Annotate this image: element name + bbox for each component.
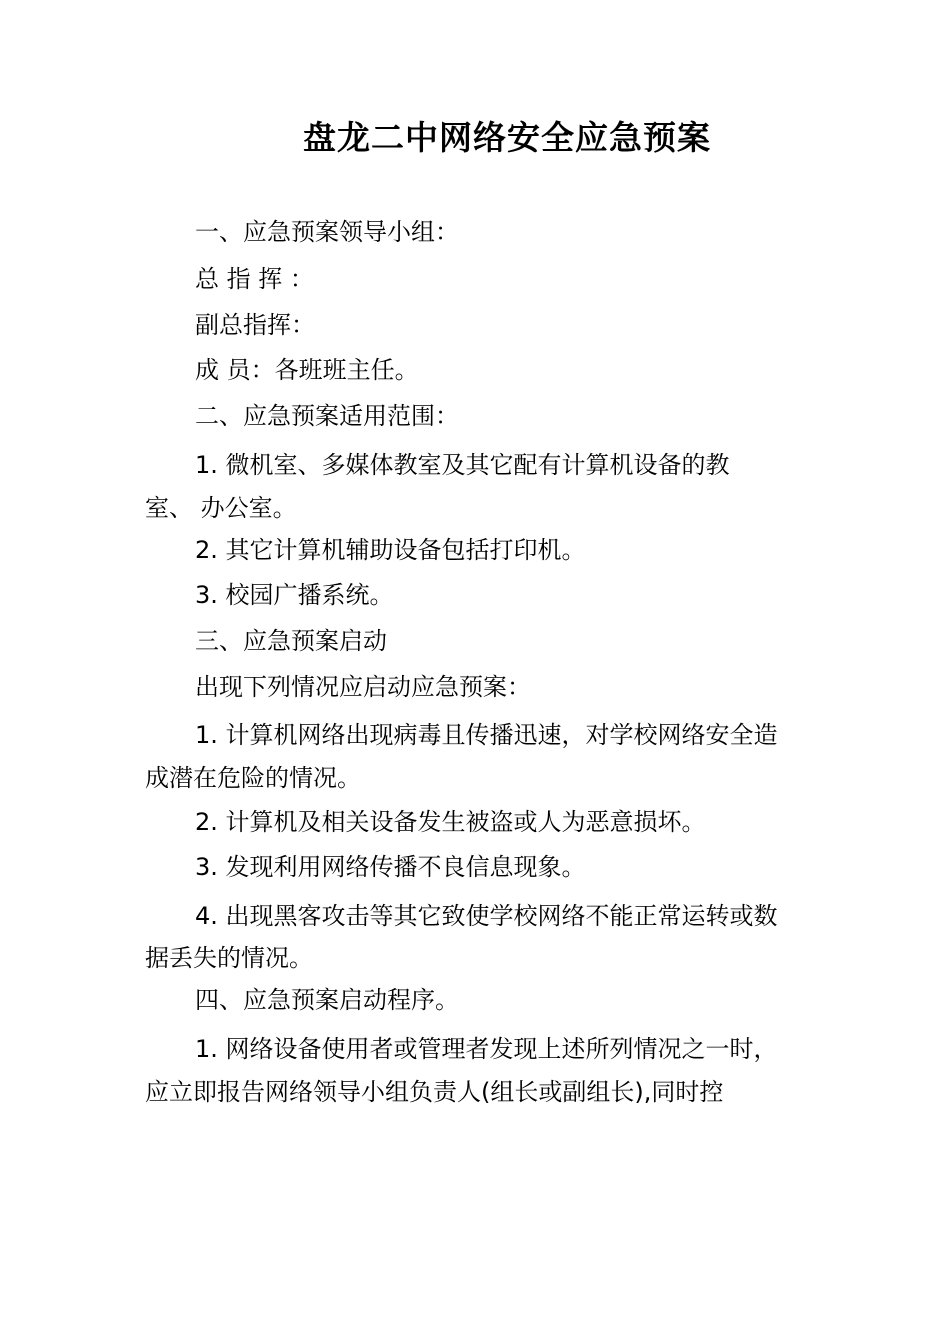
procedure-item-1-cont: 应立即报告网络领导小组负责人(组长或副组长),同时控 [145, 1078, 724, 1106]
section-heading-1: 一、应急预案领导小组： [195, 218, 459, 246]
deputy-commander-line: 副总指挥： [195, 311, 315, 339]
section-heading-4: 四、应急预案启动程序。 [195, 986, 459, 1014]
trigger-item-4-cont: 据丢失的情况。 [145, 944, 313, 972]
trigger-intro: 出现下列情况应启动应急预案： [195, 673, 531, 701]
scope-item-3: 3. 校园广播系统。 [195, 581, 394, 609]
scope-item-1: 1. 微机室、多媒体教室及其它配有计算机设备的教 [195, 451, 730, 479]
scope-item-2: 2. 其它计算机辅助设备包括打印机。 [195, 536, 586, 564]
trigger-item-1: 1. 计算机网络出现病毒且传播迅速，对学校网络安全造 [195, 721, 778, 749]
commander-line: 总 指 挥 ： [195, 265, 314, 293]
procedure-item-1: 1. 网络设备使用者或管理者发现上述所列情况之一时， [195, 1035, 778, 1063]
trigger-item-4: 4. 出现黑客攻击等其它致使学校网络不能正常运转或数 [195, 902, 778, 930]
section-heading-2: 二、应急预案适用范围： [195, 402, 459, 430]
trigger-item-3: 3. 发现利用网络传播不良信息现象。 [195, 853, 586, 881]
scope-item-1-cont: 室、 办公室。 [145, 494, 297, 522]
trigger-item-1-cont: 成潜在危险的情况。 [145, 764, 361, 792]
document-title: 盘龙二中网络安全应急预案 [303, 118, 711, 157]
members-line: 成 员：各班班主任。 [195, 356, 419, 384]
trigger-item-2: 2. 计算机及相关设备发生被盗或人为恶意损坏。 [195, 808, 706, 836]
section-heading-3: 三、应急预案启动 [195, 627, 387, 655]
